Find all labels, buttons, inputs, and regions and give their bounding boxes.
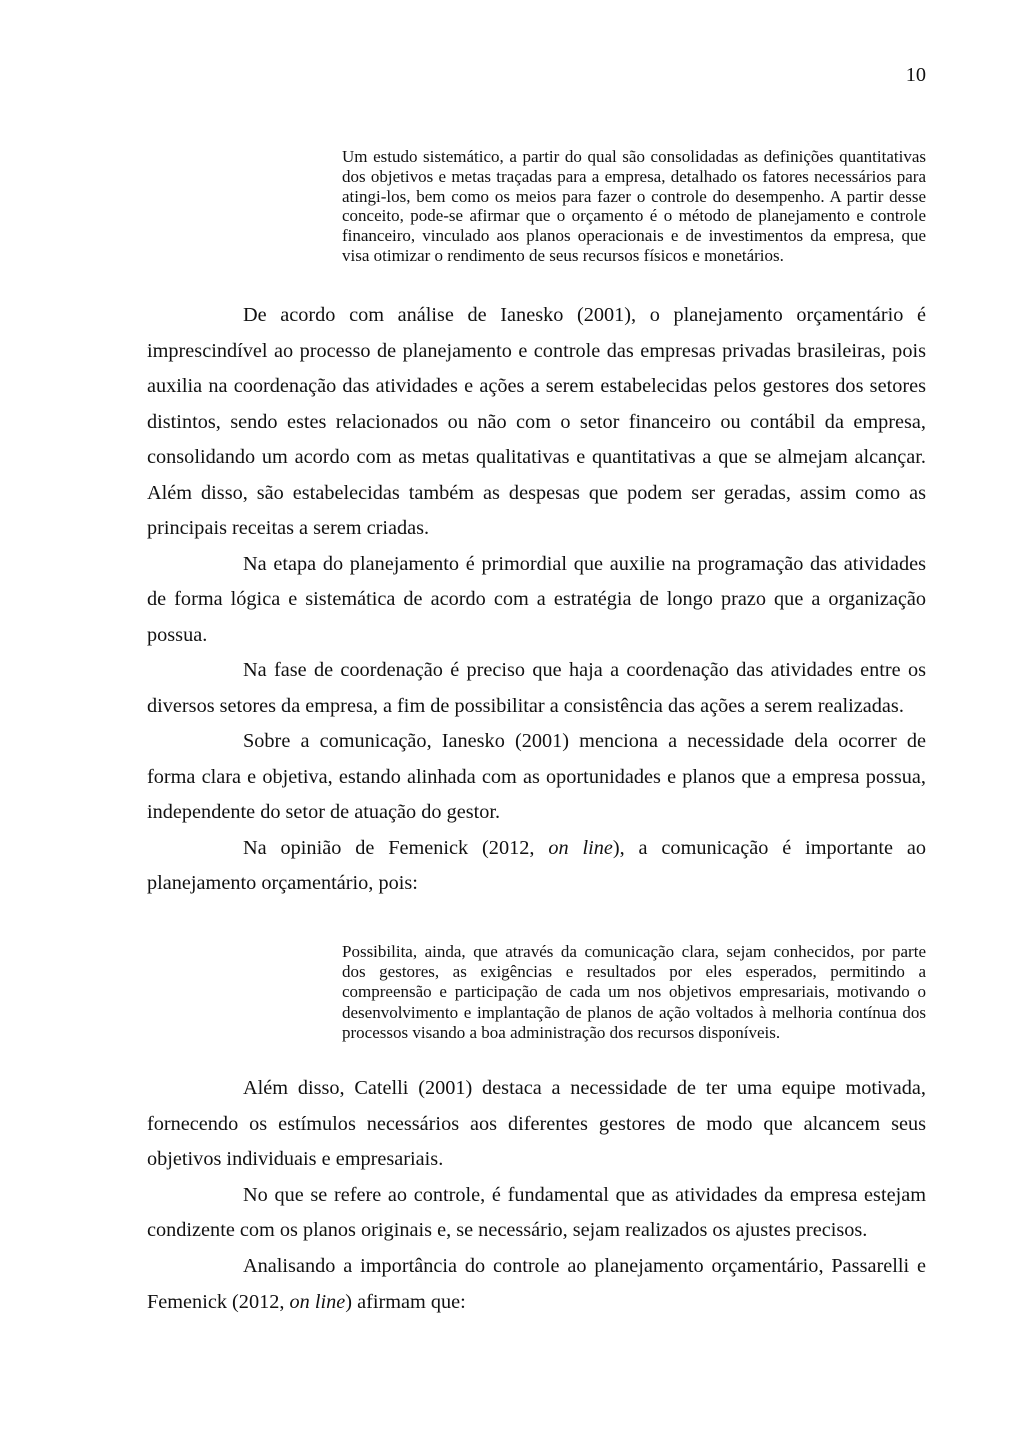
paragraph-line: De acordo com análise de Ianesko (2001), o planejamento orçamentário é <box>243 304 926 326</box>
paragraph-line: Na fase de coordenação é preciso que haja a coordenação das atividades entre os <box>243 659 926 681</box>
italic-citation-term: on line <box>548 836 613 859</box>
paragraph <box>147 298 926 547</box>
paragraph-line: Na etapa do planejamento é primordial que auxilie na programação das atividades <box>243 552 926 575</box>
paragraph-line: de forma lógica e sistemática de acordo com a estratégia de longo prazo que a organização <box>147 588 926 610</box>
paragraph-line: Além disso, são estabelecidas também as despesas que podem ser geradas, assim como as <box>147 481 926 504</box>
paragraph-line: Sobre a comunicação, Ianesko (2001) menciona a necessidade dela ocorrer de <box>243 730 926 752</box>
quote-line: desenvolvimento e implantação de planos de ação voltados à melhoria contínua dos <box>342 1002 926 1022</box>
line-text: Na opinião de Femenick (2012, <box>243 836 549 859</box>
paragraph-line <box>147 1285 926 1321</box>
paragraph-line: imprescindível ao processo de planejamento e controle das empresas privadas brasileiras, pois <box>147 339 926 362</box>
paragraph-line <box>147 831 926 867</box>
italic-citation-term: on line <box>289 1290 346 1313</box>
paragraph-line: planejamento orçamentário, pois: <box>147 872 418 894</box>
paragraph-line: principais receitas a serem criadas. <box>147 517 430 539</box>
line-text: ) afirmam que: <box>345 1290 466 1313</box>
line-text: ), a comunicação é importante ao <box>612 836 927 859</box>
paragraph-line: fornecendo os estímulos necessários aos diferentes gestores de modo que alcancem seus <box>147 1112 926 1135</box>
body-text-section-2 <box>147 1071 926 1320</box>
quote-line: financeiro, vinculado aos planos operacionais e de investimentos da empresa, que <box>342 226 926 246</box>
quote-line: dos gestores, as exigências e resultados por eles esperados, permitindo a <box>342 962 926 982</box>
page-number: 10 <box>905 64 926 86</box>
paragraph-line: Além disso, Catelli (2001) destaca a necessidade de ter uma equipe motivada, <box>243 1077 926 1099</box>
paragraph-line: diversos setores da empresa, a fim de possibilitar a consistência das ações a serem realizadas. <box>147 694 904 717</box>
block-quote-1 <box>342 147 926 266</box>
paragraph-line: distintos, sendo estes relacionados ou não com o setor financeiro ou contábil da empresa, <box>147 410 926 433</box>
quote-line: processos visando a boa administração dos recursos disponíveis. <box>342 1022 781 1042</box>
paragraph <box>147 1249 926 1320</box>
paragraph-line: consolidando um acordo com as metas qualitativas e quantitativas a que se almejam alcançar. <box>147 446 926 468</box>
paragraph-line: possua. <box>147 623 208 646</box>
quote-line: compreensão e participação de cada um nos objetivos empresariais, motivando o <box>342 982 926 1002</box>
paragraph-line: auxilia na coordenação das atividades e ações a serem estabelecidas pelos gestores dos setores <box>147 375 926 397</box>
paragraph <box>147 831 926 902</box>
quote-line: conceito, pode-se afirmar que o orçamento é o método de planejamento e controle <box>342 206 926 226</box>
body-text-section-1 <box>147 298 926 902</box>
paragraph <box>147 547 926 654</box>
paragraph <box>147 724 926 831</box>
paragraph <box>147 653 926 724</box>
quote-line: dos objetivos e metas traçadas para a empresa, detalhado os fatores necessários para <box>342 166 926 186</box>
quote-line: visa otimizar o rendimento de seus recursos físicos e monetários. <box>342 245 784 265</box>
paragraph-line: forma clara e objetiva, estando alinhada com as oportunidades e planos que a empresa possua, <box>147 765 926 788</box>
paragraph-line: Analisando a importância do controle ao planejamento orçamentário, Passarelli e <box>243 1254 926 1277</box>
block-quote-2 <box>342 942 926 1043</box>
line-text: Femenick (2012, <box>147 1290 290 1313</box>
paragraph-line: No que se refere ao controle, é fundamental que as atividades da empresa estejam <box>243 1183 926 1206</box>
paragraph <box>147 1178 926 1249</box>
quote-line: Um estudo sistemático, a partir do qual são consolidadas as definições quantitativas <box>342 147 926 166</box>
paragraph-line: condizente com os planos originais e, se necessário, sejam realizados os ajustes precisos. <box>147 1219 868 1242</box>
quote-line: atingi-los, bem como os meios para fazer o controle do desempenho. A partir desse <box>342 186 926 206</box>
paragraph-line: objetivos individuais e empresariais. <box>147 1148 444 1171</box>
paragraph-line: independente do setor de atuação do gestor. <box>147 801 501 823</box>
quote-line: Possibilita, ainda, que através da comunicação clara, sejam conhecidos, por parte <box>342 942 926 961</box>
paragraph <box>147 1071 926 1178</box>
